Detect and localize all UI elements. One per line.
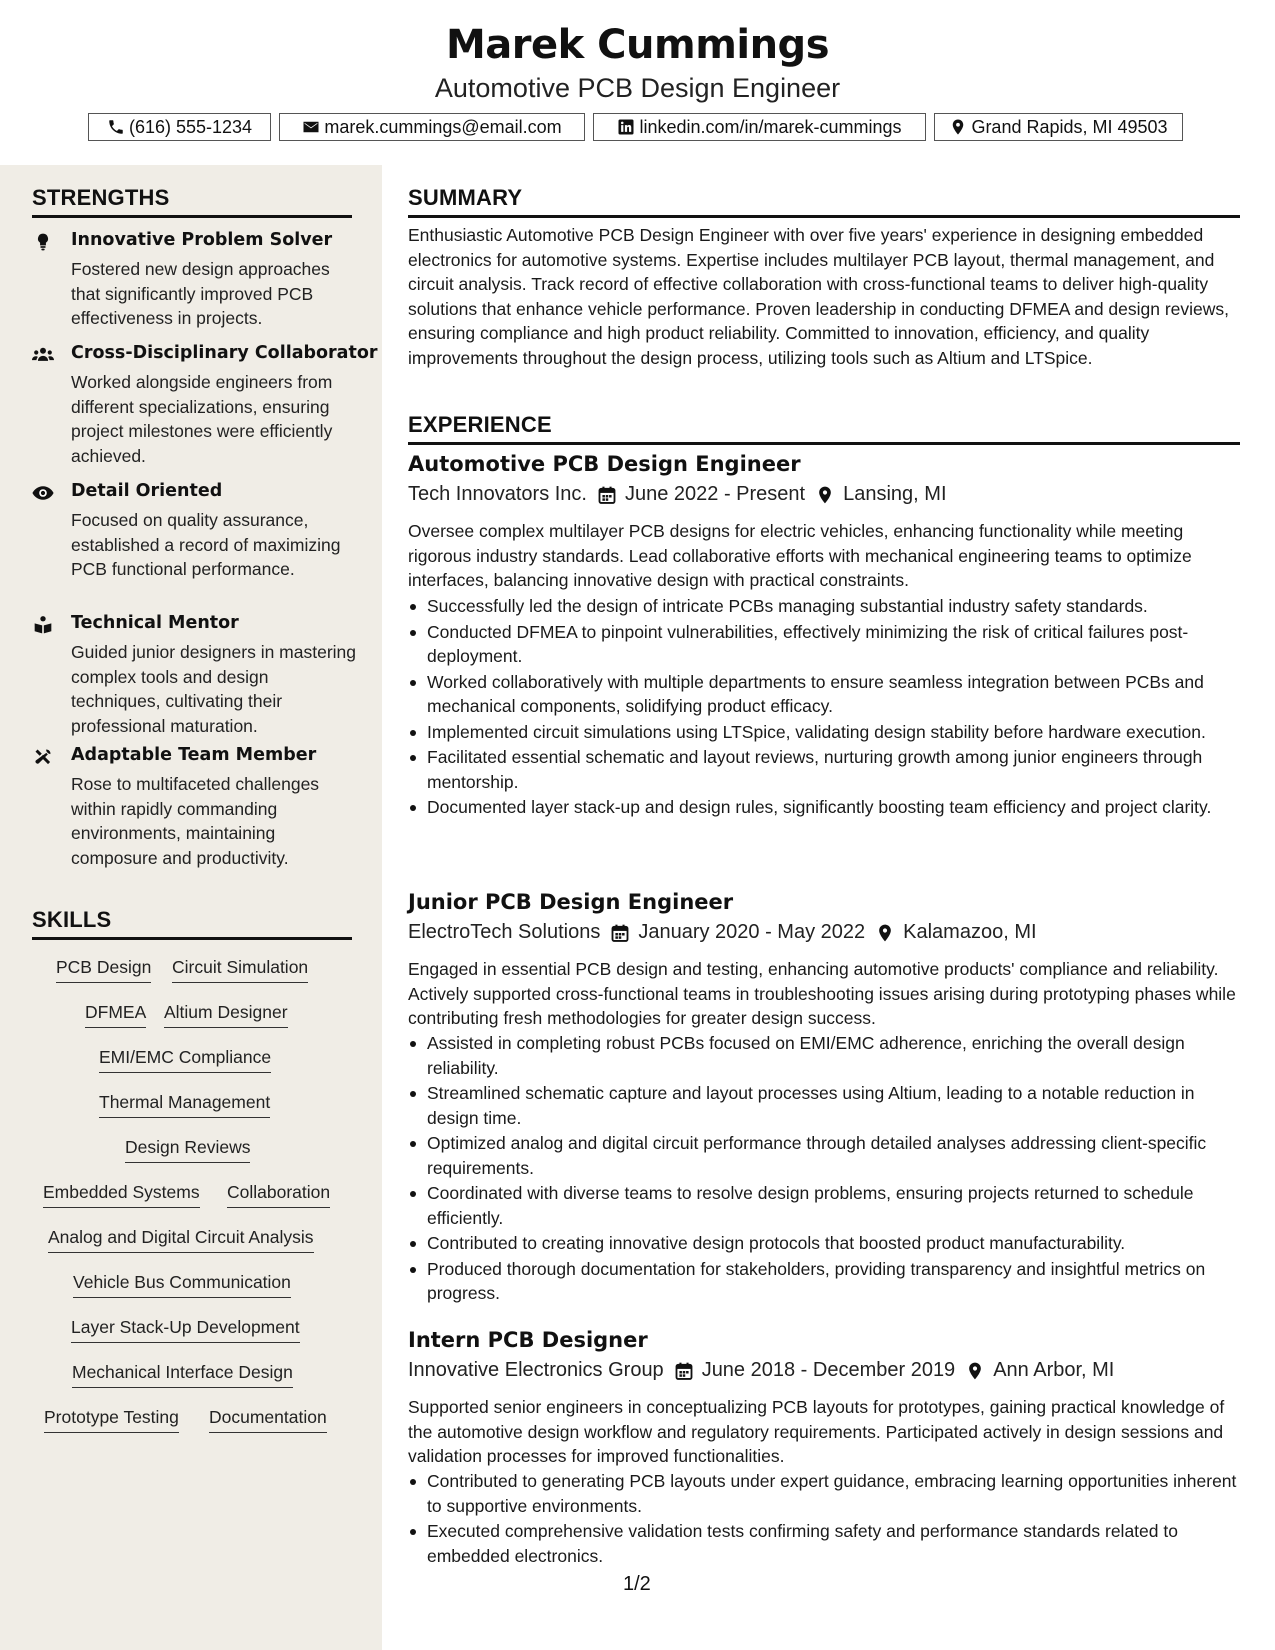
skill-tag: Embedded Systems (43, 1182, 200, 1208)
calendar-icon (610, 923, 630, 943)
strength-title: Cross-Disciplinary Collaborator (71, 343, 378, 363)
job-bullets (408, 1469, 1240, 1569)
contact-phone-text: (616) 555-1234 (128, 116, 253, 137)
strength-title: Innovative Problem Solver (71, 230, 333, 250)
list-item: Assisted in completing robust PCBs focused on EMI/EMC adherence, enriching the overall design reliability. (408, 1031, 1240, 1080)
resume-header (0, 0, 1275, 165)
skill-tag: Circuit Simulation (172, 957, 308, 983)
job-location: Lansing, MI (843, 483, 947, 505)
skill-tag: Mechanical Interface Design (72, 1362, 293, 1388)
tools-icon (32, 747, 54, 767)
job-company: Innovative Electronics Group (408, 1359, 664, 1381)
strength-title: Detail Oriented (71, 481, 223, 501)
skill-tag: Design Reviews (125, 1137, 250, 1163)
list-item: Successfully led the design of intricate PCBs managing substantial industry safety standards. (408, 594, 1240, 619)
job-dates: January 2020 - May 2022 (638, 921, 866, 943)
contact-location (934, 113, 1183, 141)
job-description: Engaged in essential PCB design and testing, enhancing automotive products' compliance and reliability. Actively supported cross-functional teams in troubleshooting issues arising during prototyping phases while contributing fresh methodologies for greater design success. (408, 959, 1236, 1028)
location-pin-icon (949, 118, 967, 136)
location-pin-icon (815, 485, 835, 505)
phone-icon (107, 118, 125, 136)
sidebar (0, 165, 382, 1650)
strength-title: Technical Mentor (71, 613, 239, 633)
contact-phone[interactable] (88, 113, 271, 141)
list-item: Streamlined schematic capture and layout processes using Altium, leading to a notable reduction in design time. (408, 1081, 1240, 1130)
envelope-icon (302, 118, 320, 136)
contact-linkedin-text: linkedin.com/in/marek-cummings (639, 116, 902, 137)
strength-desc: Worked alongside engineers from different specializations, ensuring project milestones were efficiently achieved. (71, 372, 333, 466)
list-item: Documented layer stack-up and design rules, significantly boosting team efficiency and project clarity. (408, 795, 1240, 820)
skill-tag: Altium Designer (164, 1002, 288, 1028)
job-meta (408, 921, 1037, 944)
list-item: Contributed to generating PCB layouts under expert guidance, embracing learning opportunities inherent to supportive environments. (408, 1469, 1240, 1518)
skill-tag: EMI/EMC Compliance (99, 1047, 271, 1073)
skill-tag: Collaboration (227, 1182, 330, 1208)
candidate-title: Automotive PCB Design Engineer (434, 73, 841, 103)
list-item: Contributed to creating innovative design protocols that boosted product manufacturability. (408, 1231, 1240, 1256)
candidate-name: Marek Cummings (446, 22, 829, 68)
strengths-rule (32, 215, 352, 218)
page-number: 1/2 (623, 1573, 651, 1595)
contact-email-text: marek.cummings@email.com (324, 116, 562, 137)
skills-rule (32, 937, 352, 940)
strength-desc: Guided junior designers in mastering complex tools and design techniques, cultivating their professional maturation. (71, 642, 357, 736)
strength-desc: Fostered new design approaches that significantly improved PCB effectiveness in projects. (71, 259, 330, 328)
skill-tag: Analog and Digital Circuit Analysis (48, 1227, 314, 1253)
list-item: Produced thorough documentation for stakeholders, providing transparency and insightful metrics on progress. (408, 1257, 1240, 1306)
job-bullets (408, 594, 1240, 821)
job-title: Automotive PCB Design Engineer (408, 452, 801, 476)
job-dates: June 2022 - Present (624, 483, 806, 505)
reader-icon (32, 615, 54, 635)
list-item: Implemented circuit simulations using LTSpice, validating design stability before hardware execution. (408, 720, 1240, 745)
list-item: Optimized analog and digital circuit performance through detailed analyses addressing client-specific requirements. (408, 1131, 1240, 1180)
location-pin-icon (965, 1361, 985, 1381)
eye-icon (32, 483, 54, 503)
strength-desc: Rose to multifaceted challenges within rapidly commanding environments, maintaining composure and productivity. (71, 774, 320, 868)
users-icon (32, 345, 54, 365)
skills-heading: SKILLS (32, 907, 112, 932)
job-title: Intern PCB Designer (408, 1328, 648, 1352)
skill-tag: Layer Stack-Up Development (71, 1317, 300, 1343)
skill-tag: Vehicle Bus Communication (73, 1272, 291, 1298)
strengths-heading: STRENGTHS (32, 185, 170, 210)
strength-title: Adaptable Team Member (71, 745, 317, 765)
summary-heading: SUMMARY (408, 185, 523, 210)
job-title: Junior PCB Design Engineer (408, 890, 734, 914)
skill-tag: Prototype Testing (44, 1407, 179, 1433)
job-company: ElectroTech Solutions (408, 921, 601, 943)
calendar-icon (597, 485, 617, 505)
experience-heading: EXPERIENCE (408, 412, 552, 437)
job-location: Kalamazoo, MI (903, 921, 1037, 943)
list-item: Conducted DFMEA to pinpoint vulnerabilities, effectively minimizing the risk of critical failures post-deployment. (408, 620, 1240, 669)
list-item: Coordinated with diverse teams to resolve design problems, ensuring projects returned to schedule efficiently. (408, 1181, 1240, 1230)
linkedin-icon (617, 118, 635, 136)
contact-location-text: Grand Rapids, MI 49503 (971, 116, 1168, 137)
job-bullets (408, 1031, 1240, 1307)
list-item: Facilitated essential schematic and layout reviews, nurturing growth among junior engineers through mentorship. (408, 745, 1240, 794)
job-dates: June 2018 - December 2019 (701, 1359, 956, 1381)
location-pin-icon (875, 923, 895, 943)
skill-tag: Documentation (209, 1407, 327, 1433)
contact-email[interactable] (279, 113, 585, 141)
job-description: Supported senior engineers in conceptualizing PCB layouts for prototypes, gaining practical knowledge of the automotive design workflow and regulatory requirements. Participated actively in design sessions and validation processes for improved functionalities. (408, 1397, 1225, 1466)
job-meta (408, 1359, 1114, 1382)
skill-tag: Thermal Management (99, 1092, 270, 1118)
summary-rule (408, 215, 1240, 218)
strength-desc: Focused on quality assurance, established a record of maximizing PCB functional performance. (71, 510, 341, 579)
contact-linkedin[interactable] (593, 113, 926, 141)
experience-rule (408, 442, 1240, 445)
list-item: Worked collaboratively with multiple departments to ensure seamless integration between PCBs and mechanical components, solidifying product efficacy. (408, 670, 1240, 719)
lightbulb-icon (32, 232, 54, 252)
skill-tag: PCB Design (56, 957, 151, 983)
job-meta (408, 483, 947, 506)
list-item: Executed comprehensive validation tests confirming safety and performance standards related to embedded electronics. (408, 1519, 1240, 1568)
job-description: Oversee complex multilayer PCB designs for electric vehicles, enhancing functionality while meeting rigorous industry standards. Lead collaborative efforts with mechanical engineering teams to optimize interfaces, balancing innovative design with practical constraints. (408, 521, 1192, 590)
calendar-icon (674, 1361, 694, 1381)
job-company: Tech Innovators Inc. (408, 483, 587, 505)
summary-text: Enthusiastic Automotive PCB Design Engineer with over five years' experience in designing embedded electronics for automotive systems. Expertise includes multilayer PCB layout, thermal management, and circuit analysis. Track record of effective collaboration with cross-functional teams to deliver high-quality solutions that enhance vehicle performance. Proven leadership in conducting DFMEA and design reviews, ensuring compliance and high product reliability. Committed to innovation, efficiency, and quality improvements throughout the design process, utilizing tools such as Altium and LTSpice. (408, 225, 1230, 368)
skill-tag: DFMEA (85, 1002, 146, 1028)
job-location: Ann Arbor, MI (993, 1359, 1115, 1381)
